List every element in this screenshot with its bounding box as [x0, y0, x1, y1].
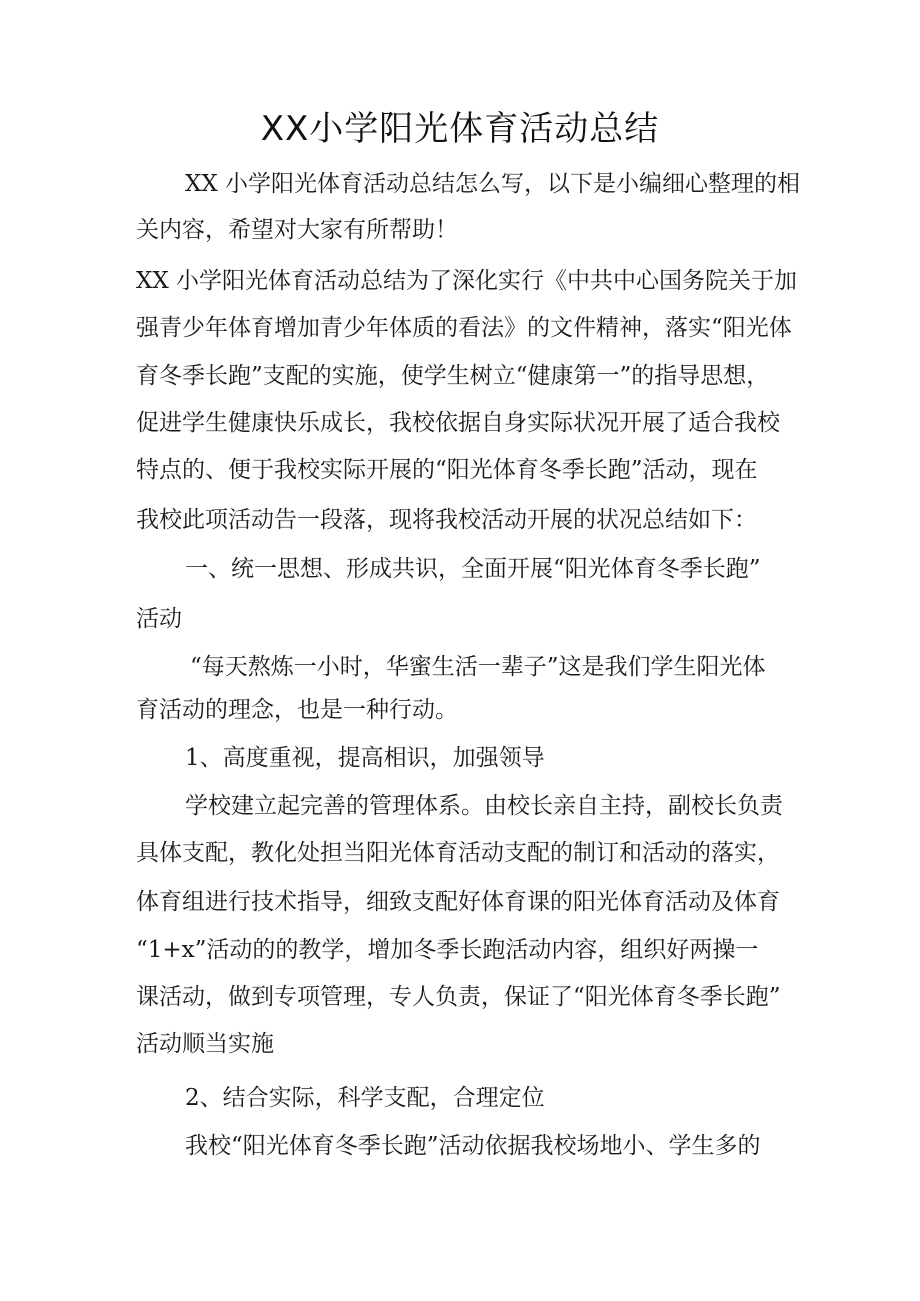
paragraph-line: 活动顺当实施	[136, 1031, 274, 1057]
paragraph-line: 我校此项活动告一段落，现将我校活动开展的状况总结如下：	[136, 507, 757, 533]
paragraph-line: XX 小学阳光体育活动总结怎么写，以下是小编细心整理的相	[185, 171, 801, 197]
paragraph-line: XX 小学阳光体育活动总结为了深化实行《中共中心国务院关于加	[136, 268, 798, 294]
paragraph-line: 促进学生健康快乐成长，我校依据自身实际状况开展了适合我校	[136, 410, 780, 436]
paragraph-line: 特点的、便于我校实际开展的“阳光体育冬季长跑”活动，现在	[136, 457, 758, 483]
document-title: XX小学阳光体育活动总结	[260, 109, 660, 149]
paragraph-line: 具体支配，教化处担当阳光体育活动支配的制订和活动的落实，	[136, 840, 780, 866]
paragraph-line: 体育组进行技术指导，细致支配好体育课的阳光体育活动及体育	[136, 889, 780, 915]
paragraph-line: “1+x”活动的的教学，增加冬季长跑活动内容，组织好两操一	[136, 937, 759, 963]
paragraph-line: “每天熬炼一小时，华蜜生活一辈子”这是我们学生阳光体	[190, 654, 766, 680]
section-heading-line: 一、统一思想、形成共识，全面开展“阳光体育冬季长跑”	[185, 556, 761, 582]
paragraph-line: 强青少年体育增加青少年体质的看法》的文件精神，落实“阳光体	[136, 315, 792, 341]
paragraph-line: 学校建立起完善的管理体系。由校长亲自主持，副校长负责	[185, 793, 783, 819]
paragraph-line: 课活动，做到专项管理，专人负责，保证了“阳光体育冬季长跑”	[136, 984, 781, 1010]
subsection-heading: 2、结合实际，科学支配，合理定位	[185, 1085, 545, 1111]
subsection-heading: 1、高度重视，提高相识，加强领导	[185, 745, 545, 771]
section-heading-line: 活动	[136, 606, 182, 632]
paragraph-line: 关内容，希望对大家有所帮助！	[136, 217, 458, 243]
paragraph-line: 我校“阳光体育冬季长跑”活动依据我校场地小、学生多的	[185, 1133, 761, 1159]
paragraph-line: 育活动的理念，也是一种行动。	[136, 697, 458, 723]
paragraph-line: 育冬季长跑”支配的实施，使学生树立“健康第一”的指导思想，	[136, 363, 770, 389]
